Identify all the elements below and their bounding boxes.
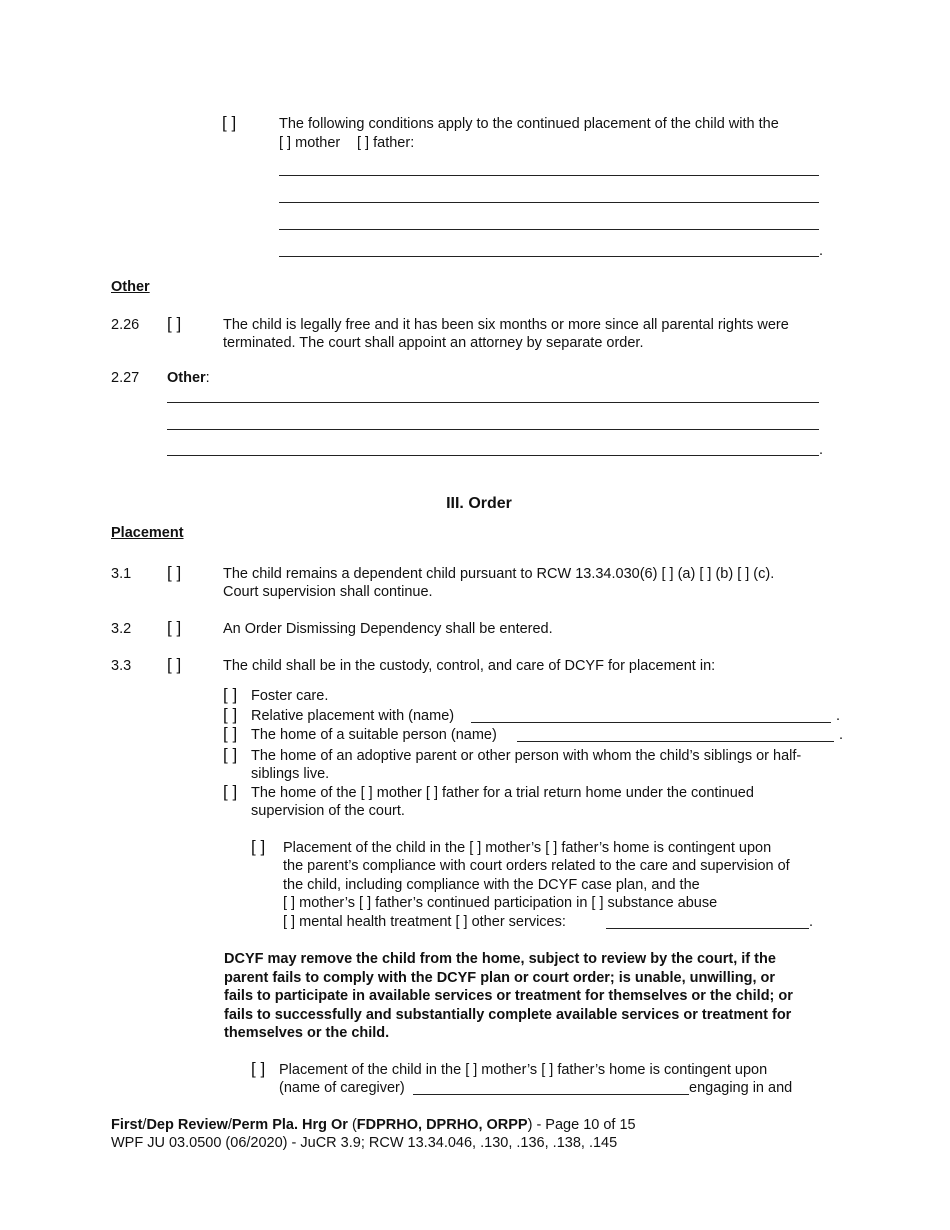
conditions-checkbox[interactable]: [ ] [222,113,237,132]
caregiver-name-label: (name of caregiver) [279,1080,405,1096]
footer-form-reference: WPF JU 03.0500 (06/2020) - JuCR 3.9; RCW 13.34.046, .130, .136, .138, .145 [111,1135,618,1151]
warning-line: parent fails to comply with the DCYF plan or court order; is unable, unwilling, or [224,969,776,986]
section-3-1-number: 3.1 [111,566,132,582]
section-2-26-number: 2.26 [111,317,140,333]
caregiver-contingent-checkbox[interactable]: [ ] [251,1059,266,1078]
section-3-2-number: 3.2 [111,621,132,637]
conditions-text: The following conditions apply to the continued placement of the child with the [279,116,779,132]
section-3-1-checkbox[interactable]: [ ] [167,563,182,582]
other-heading: Other [111,279,150,295]
section-3-2-text: An Order Dismissing Dependency shall be entered. [223,621,553,637]
suitable-person-name-blank[interactable] [517,741,834,742]
option-trial-return-home: supervision of the court. [251,803,405,819]
other-blank-line[interactable] [167,429,819,430]
section-3-1-text: The child remains a dependent child pursuant to RCW 13.34.030(6) [ ] (a) [ ] (b) [ ] (c). [223,566,775,582]
footer-page-number: ) - Page 10 of 15 [527,1117,636,1133]
warning-line: DCYF may remove the child from the home, subject to review by the court, if the [224,951,776,967]
footer-part: / [142,1117,147,1133]
footer-part: / [227,1117,232,1133]
contingent-text: the parent’s compliance with court orders related to the care and supervision of [283,858,790,874]
footer-part: First [111,1117,143,1133]
option-relative-placement: Relative placement with (name) [251,708,455,724]
placement-heading: Placement [111,525,184,541]
option-adoptive-parent: siblings live. [251,766,330,782]
warning-line: themselves or the child. [224,1025,390,1041]
warning-line: fails to successfully and substantially complete available services or treatment for [224,1006,792,1023]
conditions-period: . [819,243,824,259]
conditions-blank-line[interactable] [279,175,819,176]
option-checkbox-relative[interactable]: [ ] [223,705,238,724]
other-blank-line[interactable] [167,455,819,456]
conditions-blank-line[interactable] [279,202,819,203]
option-foster-care: Foster care. [251,688,329,704]
conditions-blank-line[interactable] [279,256,819,257]
suitable-period: . [839,727,844,743]
section-2-27-number: 2.27 [111,370,140,386]
option-checkbox-adoptive[interactable]: [ ] [223,745,238,764]
contingent-checkbox[interactable]: [ ] [251,837,266,856]
other-services-period: . [809,914,814,930]
contingent-text: the child, including compliance with the DCYF case plan, and the [283,877,700,893]
caregiver-name-blank[interactable] [413,1094,689,1095]
option-checkbox-foster[interactable]: [ ] [223,685,238,704]
section-3-3-checkbox[interactable]: [ ] [167,655,182,674]
footer-part: FDPRHO, DPRHO, ORPP [356,1117,528,1133]
option-checkbox-trial-return[interactable]: [ ] [223,782,238,801]
order-title: III. Order [446,495,512,512]
other-services-blank[interactable] [606,928,809,929]
section-3-2-checkbox[interactable]: [ ] [167,618,182,637]
footer-part: Perm Pla. Hrg Or [231,1117,348,1133]
conditions-blank-line[interactable] [279,229,819,230]
conditions-father-option[interactable]: [ ] father: [357,135,415,151]
section-2-26-text: The child is legally free and it has been six months or more since all parental rights were [223,317,789,333]
option-checkbox-suitable[interactable]: [ ] [223,724,238,743]
other-colon: : [205,370,210,386]
section-3-3-text: The child shall be in the custody, control, and care of DCYF for placement in: [223,658,716,674]
caregiver-contingent-text: engaging in and [689,1080,793,1096]
relative-period: . [836,708,841,724]
dcyf-removal-warning [224,950,793,1043]
option-adoptive-parent: The home of an adoptive parent or other person with whom the child’s siblings or half- [251,748,802,764]
footer-title [111,1116,636,1134]
relative-name-blank[interactable] [471,722,831,723]
contingent-text: Placement of the child in the [ ] mother’s [ ] father’s home is contingent upon [283,840,772,856]
other-label: Other [167,370,206,386]
other-blank-line[interactable] [167,402,819,403]
footer-part: Dep Review [146,1117,228,1133]
option-suitable-person: The home of a suitable person (name) [251,727,497,743]
section-2-26-checkbox[interactable]: [ ] [167,314,182,333]
section-2-27-label [167,369,210,387]
section-3-1-text: Court supervision shall continue. [223,584,433,600]
section-2-26-text: terminated. The court shall appoint an attorney by separate order. [223,335,644,351]
option-trial-return-home: The home of the [ ] mother [ ] father for a trial return home under the continued [251,785,754,801]
footer-part: ( [347,1117,357,1133]
caregiver-contingent-text: Placement of the child in the [ ] mother’s [ ] father’s home is contingent upon [279,1062,768,1078]
section-3-3-number: 3.3 [111,658,132,674]
contingent-text: [ ] mother’s [ ] father’s continued participation in [ ] substance abuse [283,895,718,911]
contingent-text: [ ] mental health treatment [ ] other services: [283,914,566,930]
warning-line: fails to participate in available services or treatment for themselves or the child; or [224,988,793,1004]
conditions-mother-option[interactable]: [ ] mother [279,135,341,151]
other-period: . [819,442,824,458]
